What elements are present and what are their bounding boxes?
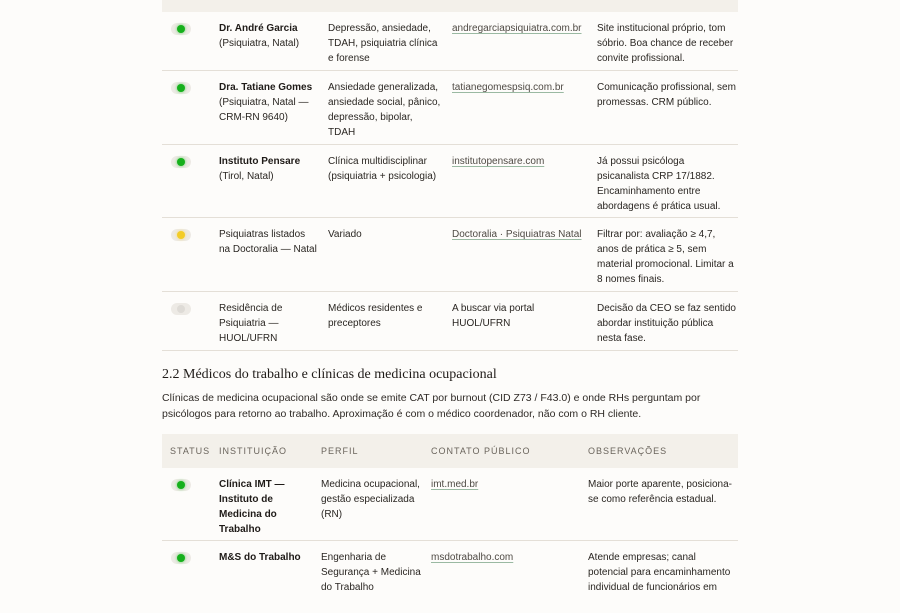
perfil-cell: Engenharia de Segurança + Medicina do Trabalho	[321, 552, 421, 593]
perfil-cell: Depressão, ansiedade, TDAH, psiquiatria clínica e forense	[328, 23, 438, 64]
institution-sub: Residência de Psiquiatria — HUOL/UFRN	[219, 303, 283, 344]
table-row	[162, 145, 738, 218]
status-indicator	[171, 229, 191, 241]
perfil-cell: Medicina ocupacional, gestão especializada (RN)	[321, 479, 420, 520]
header-observacoes: OBSERVAÇÕES	[588, 446, 668, 456]
status-green-dot	[177, 84, 185, 92]
table-row	[162, 541, 738, 613]
obs-cell: Maior porte aparente, posiciona-se como referência estadual.	[588, 479, 732, 505]
perfil-cell: Variado	[328, 229, 362, 240]
table-row	[162, 292, 738, 351]
obs-cell: Site institucional próprio, tom sóbrio. Boa chance de receber convite profissional.	[597, 23, 734, 64]
obs-cell: Decisão da CEO se faz sentido abordar instituição pública nesta fase.	[597, 303, 736, 344]
status-green-dot	[177, 481, 185, 489]
table-row	[162, 12, 738, 71]
status-gray-dot	[177, 305, 185, 313]
status-green-dot	[177, 25, 185, 33]
section-title: 2.2 Médicos do trabalho e clínicas de medicina ocupacional	[162, 367, 497, 382]
institution-name: Dr. André Garcia	[219, 23, 298, 34]
status-green-dot	[177, 158, 185, 166]
table-row	[162, 71, 738, 145]
status-indicator	[171, 23, 191, 35]
table-medicina-trabalho	[162, 434, 738, 613]
institution-name: Dra. Tatiane Gomes	[219, 82, 313, 93]
institution-name: M&S do Trabalho	[219, 552, 301, 563]
perfil-cell: Médicos residentes e preceptores	[328, 303, 423, 329]
institution-sub: (Tirol, Natal)	[219, 171, 274, 182]
contact-link[interactable]: andregarciapsiquiatra.com.br	[452, 23, 582, 34]
status-indicator	[171, 479, 191, 491]
contact-link[interactable]: institutopensare.com	[452, 156, 545, 167]
table-header	[162, 434, 738, 468]
status-indicator	[171, 552, 191, 564]
contact-link[interactable]: imt.med.br	[431, 479, 479, 490]
status-indicator	[171, 303, 191, 315]
contact-link[interactable]: tatianegomespsiq.com.br	[452, 82, 564, 93]
obs-cell: Já possui psicóloga psicanalista CRP 17/1882. Encaminhamento entre abordagens é prática usual.	[597, 156, 721, 212]
status-yellow-dot	[177, 231, 185, 239]
institution-name: Instituto Pensare	[219, 156, 301, 167]
status-indicator	[171, 82, 191, 94]
perfil-cell: Ansiedade generalizada, ansiedade social, pânico, depressão, bipolar, TDAH	[328, 82, 441, 138]
institution-sub: (Psiquiatra, Natal)	[219, 38, 300, 49]
institution-sub: (Psiquiatra, Natal — CRM-RN 9640)	[219, 97, 309, 123]
contact-text: A buscar via portal HUOL/UFRN	[452, 303, 535, 329]
obs-cell: Filtrar por: avaliação ≥ 4,7, anos de prática ≥ 5, sem material promocional. Limitar a 8 nomes finais.	[597, 229, 734, 285]
header-perfil: PERFIL	[321, 446, 359, 456]
table-row	[162, 218, 738, 292]
table-header	[162, 0, 738, 12]
section-paragraph: Clínicas de medicina ocupacional são onde se emite CAT por burnout (CID Z73 / F43.0) e onde RHs perguntam por psicólogos para retorno ao trabalho. Aproximação é com o médico coordenador, não com o RH cliente.	[162, 392, 701, 420]
status-green-dot	[177, 554, 185, 562]
perfil-cell: Clínica multidisciplinar (psiquiatria + psicologia)	[328, 156, 437, 182]
header-status: STATUS	[170, 446, 211, 456]
institution-name: Clínica IMT — Instituto de Medicina do Trabalho	[219, 479, 285, 535]
contact-link[interactable]: Doctoralia · Psiquiatras Natal	[452, 229, 582, 240]
obs-cell: Atende empresas; canal potencial para encaminhamento individual de funcionários em	[588, 552, 731, 593]
status-indicator	[171, 156, 191, 168]
obs-cell: Comunicação profissional, sem promessas. CRM público.	[597, 82, 736, 108]
institution-sub: Psiquiatras listados na Doctoralia — Natal	[219, 229, 317, 255]
table-psiquiatras	[162, 0, 738, 351]
header-contato: CONTATO PÚBLICO	[431, 446, 531, 456]
table-row	[162, 468, 738, 541]
contact-link[interactable]: msdotrabalho.com	[431, 552, 514, 563]
header-instituicao: INSTITUIÇÃO	[219, 446, 288, 456]
